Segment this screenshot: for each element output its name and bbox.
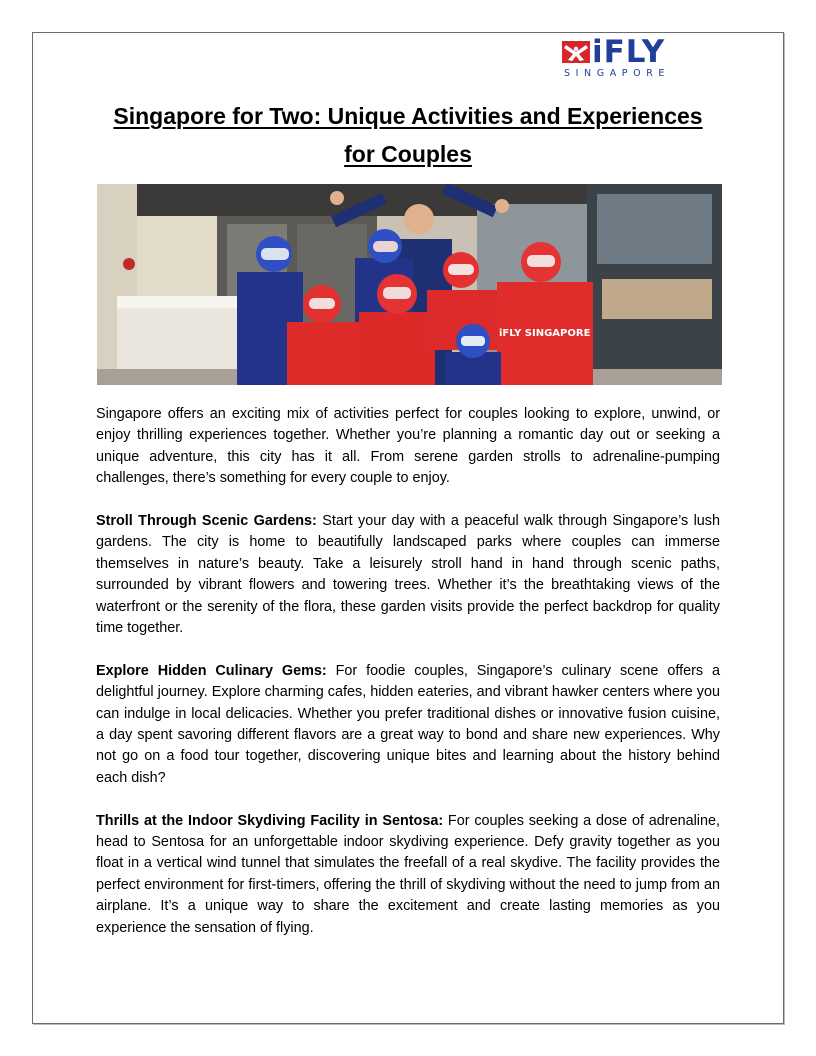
paragraph-culinary (96, 661, 720, 789)
logo-wordmark: iFLY (592, 34, 666, 70)
paragraph-intro (96, 404, 720, 490)
paragraph-text: For foodie couples, Singapore’s culinary scene offers a delightful journey. Explore charming cafes, hidden eateries, and vibrant hawker centers where you can indulge in local delicacies. Whether you prefer traditional dishes or innovative fusion cuisine, a day spent savoring different flavors are a great way to bond and share new experiences. Why not go on a food tour together, discovering unique bites and learning about the history behind each dish? (96, 662, 720, 786)
paragraph-heading: Explore Hidden Culinary Gems: (96, 662, 327, 679)
paragraph-heading: Stroll Through Scenic Gardens: (96, 513, 317, 530)
suit-label: iFLY SINGAPORE (499, 328, 591, 339)
ifly-singapore-logo (562, 34, 694, 82)
article-body (96, 404, 720, 961)
ifly-skydiver-emblem-icon (562, 40, 592, 66)
paragraph-skydiving (96, 811, 720, 939)
paragraph-text: For couples seeking a dose of adrenaline, head to Sentosa for an unforgettable indoor skydiving experience. Defy gravity together as you float in a vertical wind tunnel that simulates the freefall of a real skydive. The facility provides the perfect environment for first-timers, offering the thrill of skydiving without the need to jump from an airplane. It’s a unique way to share the excitement and create lasting memories as you experience the sensation of flying. (96, 812, 720, 936)
paragraph-heading: Thrills at the Indoor Skydiving Facility in Sentosa: (96, 812, 444, 829)
paragraph-gardens (96, 511, 720, 639)
page-title: Singapore for Two: Unique Activities and Experiences for Couples (113, 103, 703, 167)
paragraph-text: Start your day with a peaceful walk through Singapore’s lush gardens. The city is home to beautifully landscaped parks where couples can immerse themselves in nature’s beauty. Take a leisurely stroll hand in hand through scenic paths, surrounded by vibrant flowers and towering trees. Whether it’s the breathtaking views of the waterfront or the serenity of the flora, these garden visits provide the perfect backdrop for quality time together. (96, 513, 720, 637)
group-photo-image (97, 184, 722, 385)
logo-subtitle: SINGAPORE (564, 68, 671, 79)
paragraph-text: Singapore offers an exciting mix of activities perfect for couples looking to explore, unwind, or enjoy thrilling experiences together. Whether you’re planning a romantic day out or seeking a unique adventure, this city has it all. From serene garden strolls to adrenaline-pumping challenges, there’s something for every couple to enjoy. (96, 406, 720, 487)
group-photo (97, 184, 722, 385)
